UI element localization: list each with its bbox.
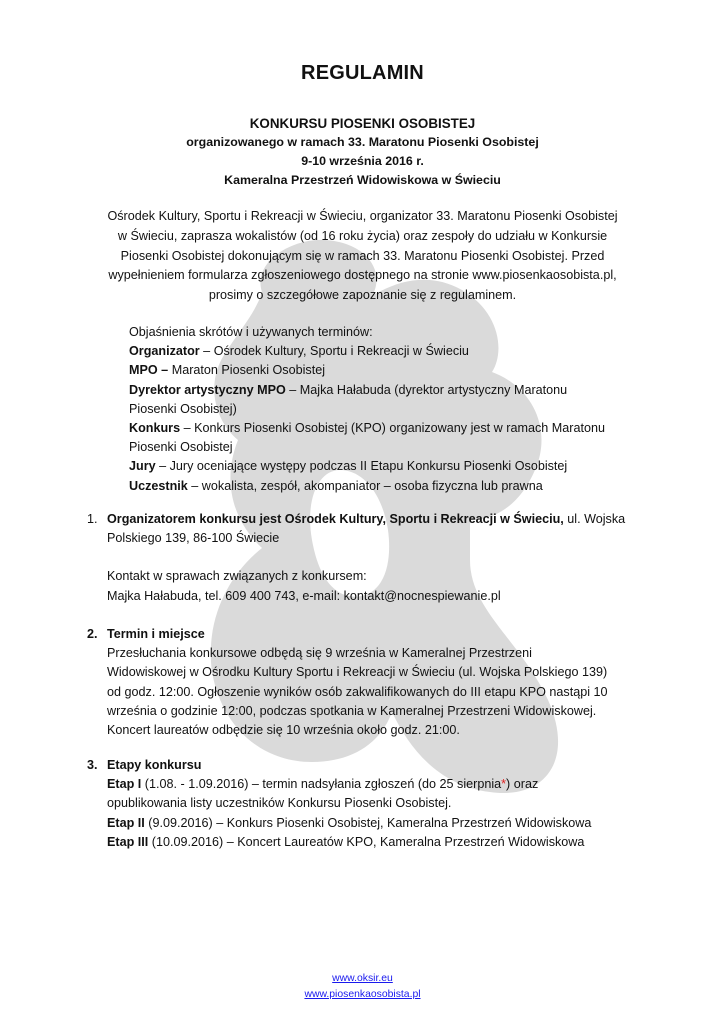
contact-label: Kontakt w sprawach związanych z konkursem: [107,569,367,584]
definition-item-continued: Piosenki Osobistej) [129,401,237,416]
section-line: Przesłuchania konkursowe odbędą się 9 września w Kameralnej Przestrzeni [107,646,532,661]
section-body [107,510,647,606]
section-title-text: Etapy konkursu [107,758,202,772]
stage-text: (1.08. - 1.09.2016) – termin nadsyłania zgłoszeń (do 25 sierpnia [141,777,502,792]
stage-2 [107,814,647,833]
definition-desc: – wokalista, zespół, akompaniator – osoba fizyczna lub prawna [187,478,543,493]
stage-label: Etap II [107,815,145,830]
definition-desc: – Ośrodek Kultury, Sportu i Rekreacji w Świeciu [199,344,469,359]
heading-line-1: KONKURSU PIOSENKI OSOBISTEJ [249,116,476,131]
heading-line-4: Kameralna Przestrzeń Widowiskowa w Świeciu [224,173,501,187]
definition-term: Uczestnik [129,478,188,493]
intro-line: w Świeciu, zaprasza wokalistów (od 16 roku życia) oraz zespoły do udziału w Konkursie [117,228,608,243]
section-line: Koncert laureatów odbędzie się 10 września około godz. 21:00. [107,723,460,738]
section-number: 1. [87,512,98,526]
definition-item-continued: Piosenki Osobistej [129,440,233,455]
section-line: Widowiskowej w Ośrodku Kultury Sportu i Rekreacji w Świeciu (ul. Wojska Polskiego 139) [107,665,608,680]
section-body [107,756,647,852]
section-line: września o godzinie 12:00, podczas spotkania w Kameralnej Przestrzeni Widowiskowej. [107,703,597,718]
definition-item [129,342,629,361]
section-number: 2. [87,627,98,641]
intro-paragraph [80,207,645,306]
document-title: REGULAMIN [301,62,424,84]
footer-link-piosenkaosobista[interactable]: www.piosenkaosobista.pl [304,988,421,1000]
definition-item [129,361,629,380]
stage-1-continued: opublikowania listy uczestników Konkursu Piosenki Osobistej. [107,796,452,811]
section-line: od godz. 12:00. Ogłoszenie wyników osób zakwalifikowanych do III etapu KPO nastąpi 10 [107,684,608,699]
section-body [107,625,647,740]
intro-line: Ośrodek Kultury, Sportu i Rekreacji w Świeciu, organizator 33. Maratonu Piosenki Osobistej [107,209,618,223]
definition-term: Dyrektor artystyczny MPO [129,382,286,397]
definition-item [129,477,629,496]
section-title-text: Termin i miejsce [107,627,205,641]
section-line: Polskiego 139, 86-100 Świecie [107,531,280,546]
stage-1 [107,775,647,794]
definition-item [129,381,629,400]
section-organizer [87,510,647,606]
definitions-list [129,323,629,496]
section-stages [87,756,647,852]
stage-3 [107,833,647,852]
intro-line: prosimy o szczegółowe zapoznanie się z regulaminem. [208,288,517,303]
stage-label: Etap I [107,777,142,792]
definition-desc: – Majka Hałabuda (dyrektor artystyczny Maratonu [285,382,568,397]
definition-term: Organizator [129,344,200,359]
contact-details: Majka Hałabuda, tel. 609 400 743, e-mail: kontakt@nocnespiewanie.pl [107,588,501,603]
definition-term: MPO – [129,363,169,378]
stage-label: Etap III [107,834,149,849]
definition-item [129,419,629,438]
stage-text: ) oraz [506,777,539,792]
definition-term: Jury [129,459,156,474]
definition-term: Konkurs [129,421,181,436]
intro-line: Piosenki Osobistej dokonującym się w ramach 33. Maratonu Piosenki Osobistej. Przed [120,248,605,263]
section-title [107,756,647,775]
section-date-place [87,625,647,740]
asterisk: * [501,777,507,792]
footer [0,971,725,1002]
definition-desc: – Konkurs Piosenki Osobistej (KPO) organizowany jest w ramach Maratonu [180,421,605,436]
organizer-address: ul. Wojska [563,512,626,526]
section-number: 3. [87,758,98,772]
organizer-bold-text: Organizatorem konkursu jest Ośrodek Kultury, Sportu i Rekreacji w Świeciu, [107,512,564,526]
heading-line-3: 9-10 września 2016 r. [301,154,424,168]
definitions-header: Objaśnienia skrótów i używanych terminów: [129,325,373,339]
intro-line: wypełnieniem formularza zgłoszeniowego dostępnego na stronie www.piosenkaosobista.pl, [108,268,617,283]
section-line [107,510,647,529]
stage-text: (10.09.2016) – Koncert Laureatów KPO, Kameralna Przestrzeń Widowiskowa [148,834,585,849]
definition-desc: Maraton Piosenki Osobistej [168,363,325,378]
document-heading [0,114,725,190]
definition-item [129,457,629,476]
heading-line-2: organizowanego w ramach 33. Maratonu Piosenki Osobistej [186,135,539,149]
section-title [107,625,647,644]
footer-link-oksir[interactable]: www.oksir.eu [332,973,393,984]
definition-desc: – Jury oceniające występy podczas II Etapu Konkursu Piosenki Osobistej [155,459,568,474]
stage-text: (9.09.2016) – Konkurs Piosenki Osobistej, Kameralna Przestrzeń Widowiskowa [144,815,592,830]
